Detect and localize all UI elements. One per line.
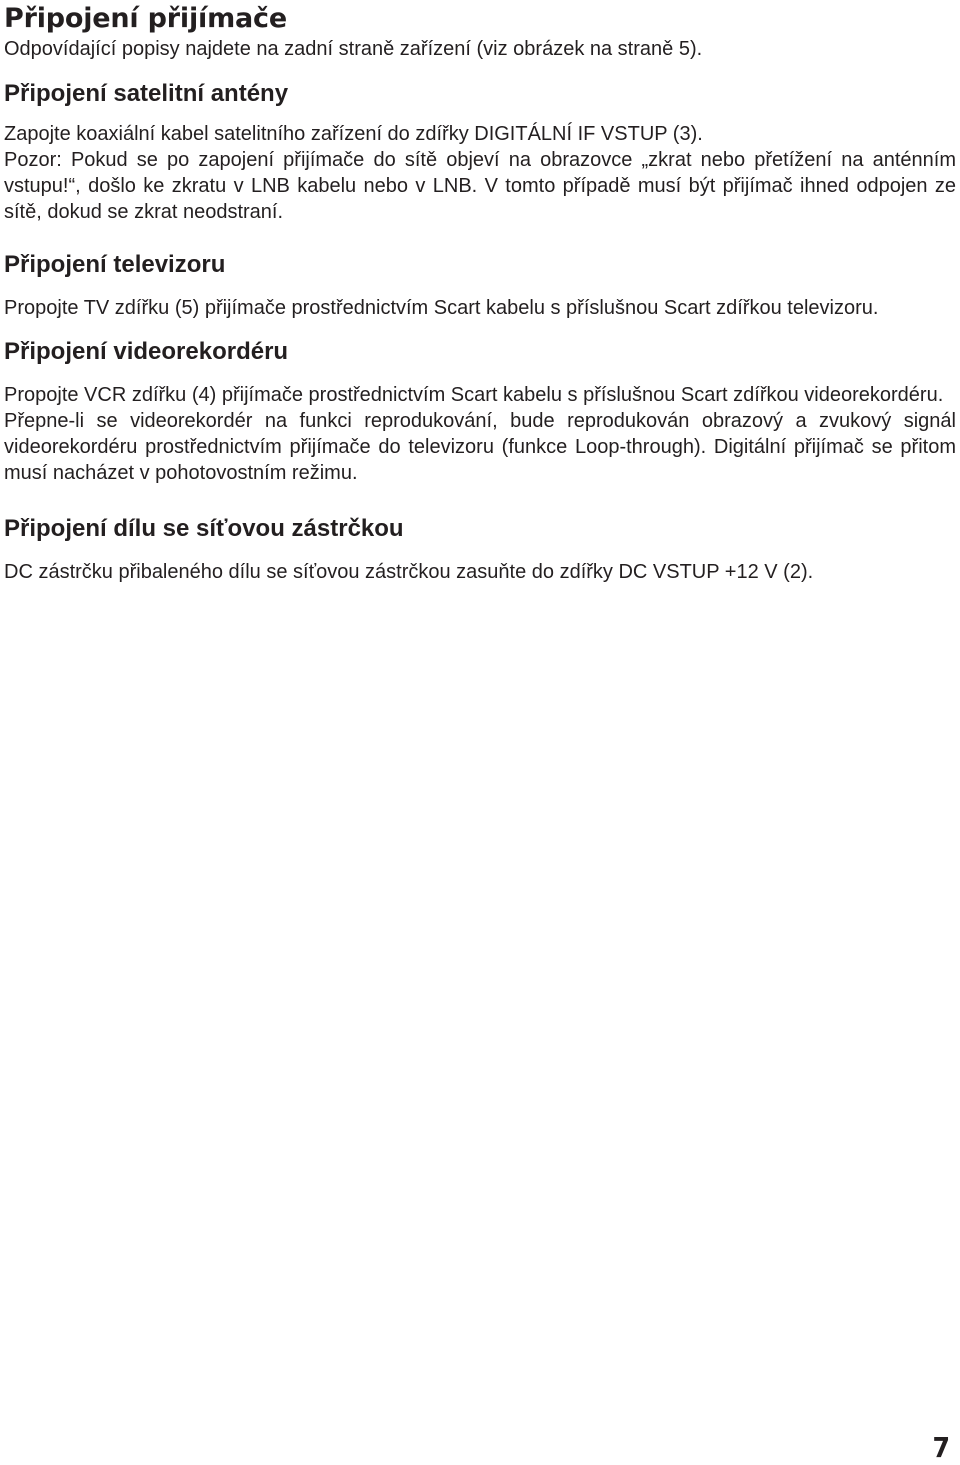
section-heading-satellite: Připojení satelitní antény xyxy=(4,80,289,107)
paragraph-satellite-warning: Pozor: Pokud se po zapojení přijímače do sítě objeví na obrazovce „zkrat nebo přetížení na anténním vstupu!“, došlo ke zkratu v LNB kabelu nebo v LNB. V tomto případě musí být přijímač ihned odpojen ze sítě, dokud se zkrat neodstraní. xyxy=(4,149,956,223)
section-vcr xyxy=(4,337,956,486)
document-page xyxy=(4,0,956,585)
paragraph-power: DC zástrčku přibaleného dílu se síťovou zástrčkou zasuňte do zdířky DC VSTUP +12 V (2). xyxy=(4,561,814,583)
section-heading-vcr: Připojení videorekordéru xyxy=(4,338,289,365)
paragraph-vcr-connect: Propojte VCR zdířku (4) přijímače prostřednictvím Scart kabelu s příslušnou Scart zdířkou videorekordéru. xyxy=(4,384,944,406)
paragraph-vcr-loop: Přepne-li se videorekordér na funkci reprodukování, bude reprodukován obrazový a zvukový signál videorekordéru prostřednictvím přijímače do televizoru (funkce Loop-through). Digitální přijímač se přitom musí nacházet v pohotovostním režimu. xyxy=(4,410,956,484)
section-power-adapter xyxy=(4,514,956,585)
section-heading-television: Připojení televizoru xyxy=(4,251,226,278)
intro-text: Odpovídající popisy najdete na zadní straně zařízení (viz obrázek na straně 5). xyxy=(4,38,703,60)
paragraph-television: Propojte TV zdířku (5) přijímače prostřednictvím Scart kabelu s příslušnou Scart zdířkou televizoru. xyxy=(4,297,879,319)
paragraph-satellite-connect: Zapojte koaxiální kabel satelitního zařízení do zdířky DIGITÁLNÍ IF VSTUP (3). xyxy=(4,123,703,145)
section-heading-power: Připojení dílu se síťovou zástrčkou xyxy=(4,515,404,542)
section-television xyxy=(4,250,956,321)
page-title: Připojení přijímače xyxy=(4,3,287,34)
section-satellite-antenna xyxy=(4,79,956,225)
page-number: 7 xyxy=(932,1431,950,1464)
